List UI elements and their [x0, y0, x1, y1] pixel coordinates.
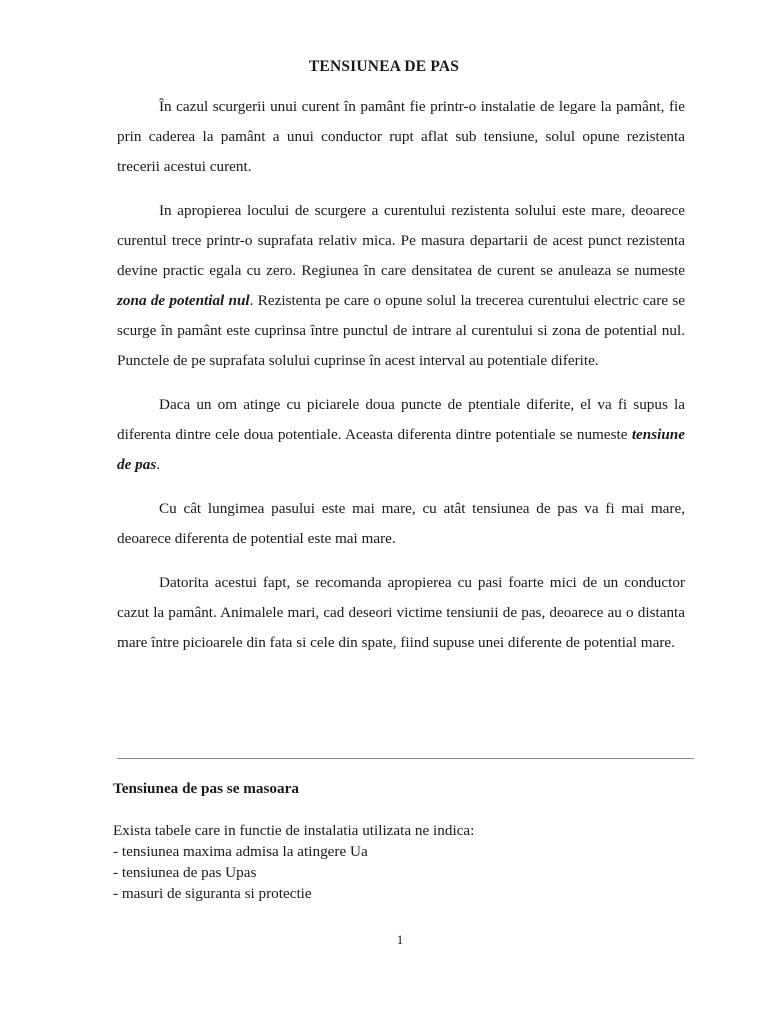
paragraph-text: . Rezistenta pe care o opune solul la trecerea curentului electric care se scurge în pamânt este cuprinsa între punctul de intrare al curentului si zona de potential nul. Punctele de pe suprafata solului cuprinse în acest interval au potentiale diferite.: [117, 292, 685, 369]
paragraph-4: [117, 494, 685, 554]
list-item: - tensiunea de pas Upas: [113, 864, 257, 881]
list-intro: Exista tabele care in functie de instalatia utilizata ne indica:: [113, 822, 475, 839]
emphasis-tensiune-de-pas: tensiune de pas: [117, 426, 685, 473]
list-item: - masuri de siguranta si protectie: [113, 885, 312, 902]
paragraph-2: [117, 196, 685, 376]
paragraph-text: În cazul scurgerii unui curent în pamânt fie printr-o instalatie de legare la pamânt, fie prin caderea la pamânt a unui conductor rupt aflat sub tensiune, solul opune rezistenta trecerii acestui curent.: [117, 98, 685, 175]
section-subtitle: Tensiunea de pas se masoara: [113, 780, 299, 797]
paragraph-text: .: [156, 456, 161, 473]
emphasis-zona-potential-nul: zona de potential nul: [117, 292, 250, 309]
document-title: TENSIUNEA DE PAS: [308, 58, 460, 75]
document-body: [117, 92, 685, 672]
paragraph-text: In apropierea locului de scurgere a curentului rezistenta solului este mare, deoarece curentul trece printr-o suprafata relativ mica. Pe masura departarii de acest punct rezistenta devine practic egala cu zero. Regiunea în care densitatea de curent se anuleaza se numeste: [117, 202, 685, 279]
paragraph-text: Daca un om atinge cu piciarele doua puncte de ptentiale diferite, el va fi supus la diferenta dintre cele doua potentiale. Aceasta diferenta dintre potentiale se numeste: [117, 396, 685, 443]
paragraph-3: [117, 390, 685, 480]
page-number: 1: [396, 932, 404, 947]
horizontal-divider: [117, 758, 694, 759]
paragraph-text: Cu cât lungimea pasului este mai mare, cu atât tensiunea de pas va fi mai mare, deoarece diferenta de potential este mai mare.: [117, 500, 685, 547]
list-item: - tensiunea maxima admisa la atingere Ua: [113, 843, 368, 860]
paragraph-1: [117, 92, 685, 182]
paragraph-5: [117, 568, 685, 658]
paragraph-text: Datorita acestui fapt, se recomanda apropierea cu pasi foarte mici de un conductor cazut la pamânt. Animalele mari, cad deseori victime tensiunii de pas, deoarece au o distanta mare între picioarele din fata si cele din spate, fiind supuse unei diferente de potential mare.: [117, 574, 685, 651]
info-list: [113, 820, 474, 904]
